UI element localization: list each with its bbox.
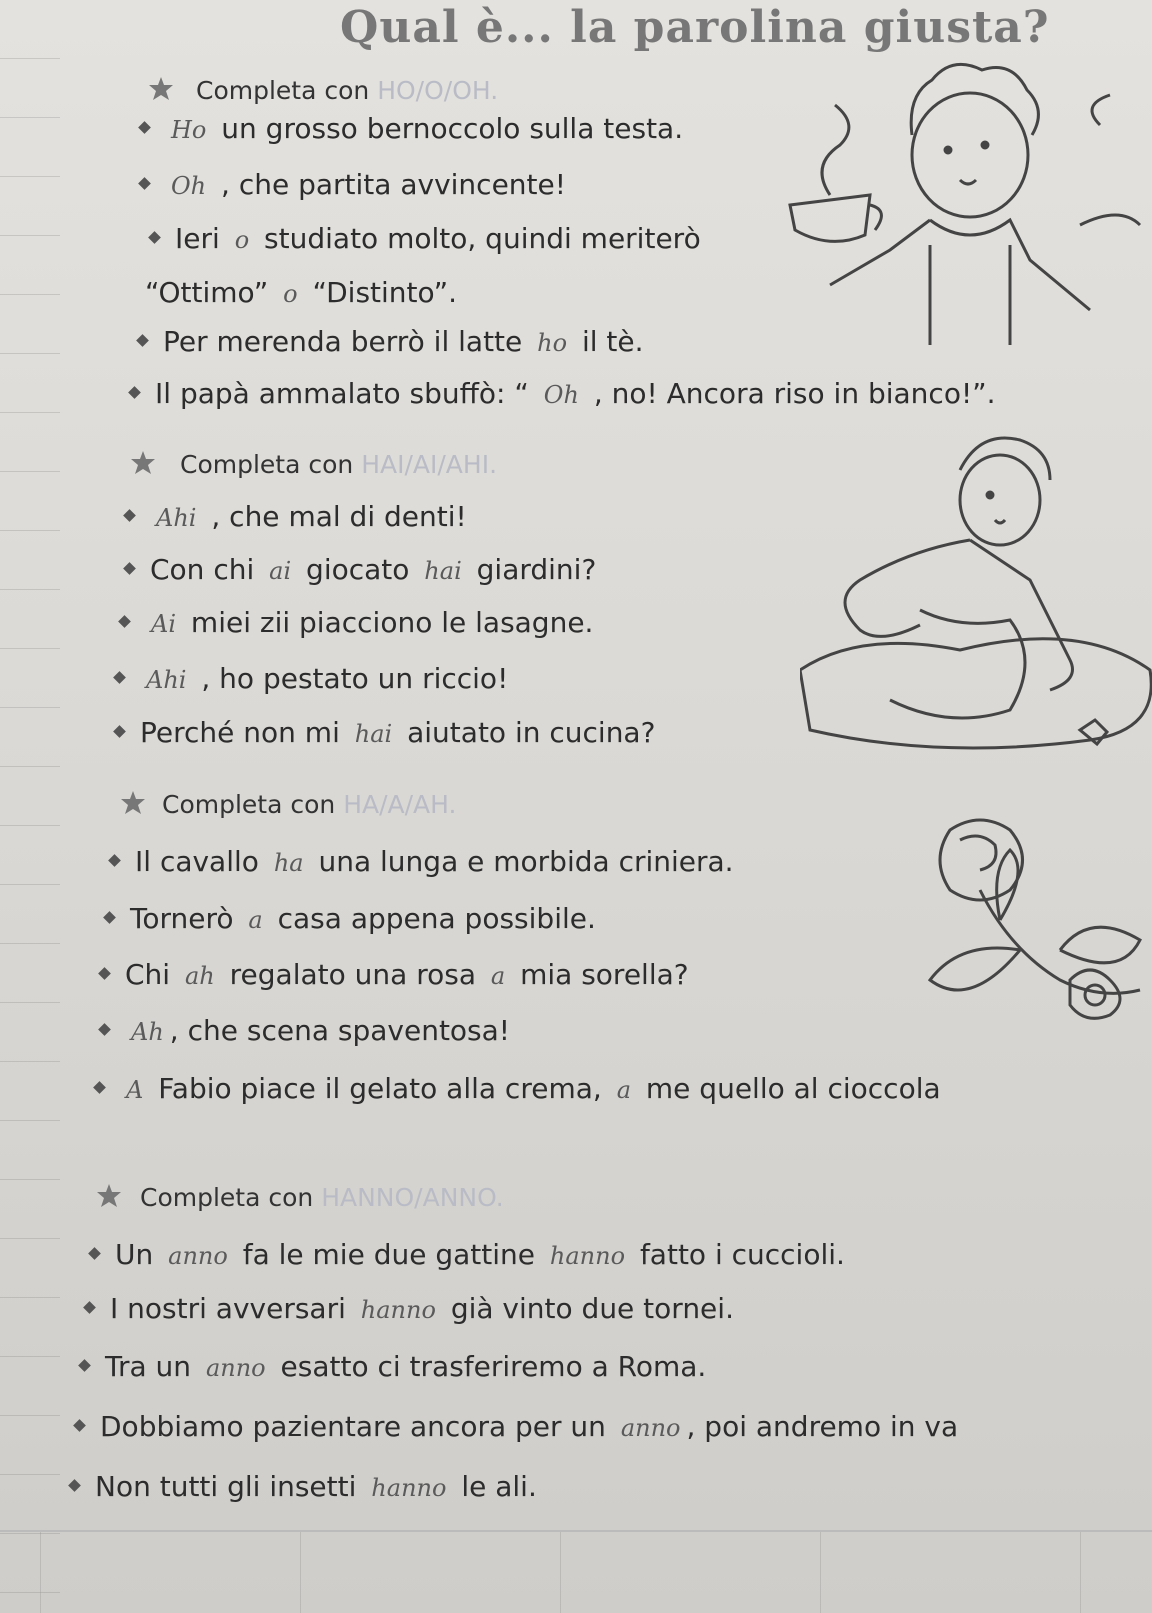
handwritten-answer[interactable]: hai [354, 720, 393, 748]
handwritten-answer[interactable]: Ahi [146, 666, 187, 694]
diamond-bullet-icon [138, 177, 151, 190]
exercise-line: Non tutti gli insetti hanno le ali. [70, 1470, 537, 1503]
handwritten-answer[interactable]: anno [205, 1354, 266, 1382]
diamond-bullet-icon [83, 1301, 96, 1314]
handwritten-answer[interactable]: o [234, 226, 250, 254]
exercise-line: Dobbiamo pazientare ancora per un anno , poi andremo in va [75, 1410, 958, 1443]
section-star-icon [96, 1183, 122, 1209]
section-star-icon [120, 790, 146, 816]
diamond-bullet-icon [68, 1479, 81, 1492]
diamond-bullet-icon [103, 911, 116, 924]
diamond-bullet-icon [113, 725, 126, 738]
handwritten-answer[interactable]: anno [620, 1414, 681, 1442]
handwritten-answer[interactable]: Ai [151, 610, 177, 638]
handwritten-answer[interactable]: hanno [549, 1242, 626, 1270]
exercise-line: Ho un grosso bernoccolo sulla testa. [140, 112, 683, 145]
diamond-bullet-icon [123, 509, 136, 522]
section-2-heading [180, 450, 497, 479]
exercise-line: Per merenda berrò il latte ho il tè. [138, 325, 644, 358]
handwritten-answer[interactable]: Ahi [156, 504, 197, 532]
section-3-prefix: Completa con [162, 790, 344, 819]
page-title: Qual è... la parolina giusta? [340, 2, 1050, 53]
section-1-options: HO/O/OH. [377, 76, 499, 105]
handwritten-answer[interactable]: ho [537, 329, 568, 357]
diamond-bullet-icon [98, 967, 111, 980]
handwritten-answer[interactable]: a [490, 962, 506, 990]
section-1-heading [196, 76, 498, 105]
section-1-prefix: Completa con [196, 76, 378, 105]
rose-flower-illustration [890, 810, 1152, 1050]
exercise-line: “Ottimo” o “Distinto”. [145, 276, 458, 309]
diamond-bullet-icon [148, 231, 161, 244]
section-4-options: HANNO/ANNO. [321, 1183, 504, 1212]
exercise-line: Ahi , ho pestato un riccio! [115, 662, 508, 695]
section-star-icon [148, 76, 174, 102]
section-2-options: HAI/AI/AHI. [361, 450, 498, 479]
section-2-prefix: Completa con [180, 450, 362, 479]
diamond-bullet-icon [98, 1023, 111, 1036]
exercise-line: A Fabio piace il gelato alla crema, a me quello al cioccola [95, 1072, 941, 1105]
exercise-line: Perché non mi hai aiutato in cucina? [115, 716, 655, 749]
diamond-bullet-icon [108, 854, 121, 867]
handwritten-answer[interactable]: a [248, 906, 263, 934]
section-star-icon [130, 450, 156, 476]
diamond-bullet-icon [73, 1419, 86, 1432]
exercise-line: Il cavallo ha una lunga e morbida criniera. [110, 845, 734, 878]
section-4-heading [140, 1183, 504, 1212]
handwritten-answer[interactable]: anno [168, 1242, 228, 1270]
section-3-options: HA/A/AH. [343, 790, 457, 819]
diamond-bullet-icon [113, 671, 126, 684]
section-3-heading [162, 790, 456, 819]
exercise-line: Ah , che scena spaventosa! [100, 1014, 510, 1047]
diamond-bullet-icon [138, 121, 151, 134]
exercise-line: Ahi , che mal di denti! [125, 500, 467, 533]
diamond-bullet-icon [93, 1081, 106, 1094]
exercise-line: Il papà ammalato sbuffò: “ Oh , no! Ancora riso in bianco!”. [130, 377, 996, 410]
child-hurting-foot-on-rock-illustration [800, 410, 1152, 760]
notebook-lines [0, 1530, 1152, 1613]
handwritten-answer[interactable]: hanno [371, 1474, 447, 1502]
exercise-line: Ieri o studiato molto, quindi meriterò [150, 222, 701, 255]
diamond-bullet-icon [123, 562, 136, 575]
exercise-line: Tornerò a casa appena possibile. [105, 902, 596, 935]
exercise-line: Chi ah regalato una rosa a mia sorella? [100, 958, 689, 991]
page-margin-lines [0, 0, 60, 1613]
handwritten-answer[interactable]: Oh [171, 172, 207, 200]
diamond-bullet-icon [78, 1359, 91, 1372]
exercise-line: Con chi ai giocato hai giardini? [125, 553, 596, 586]
handwritten-answer[interactable]: Ho [171, 116, 207, 144]
handwritten-answer[interactable]: Ah [131, 1018, 164, 1046]
handwritten-answer[interactable]: a [616, 1076, 631, 1104]
diamond-bullet-icon [128, 386, 141, 399]
handwritten-answer[interactable]: A [126, 1076, 144, 1104]
boy-with-tea-cup-illustration [780, 45, 1152, 345]
handwritten-answer[interactable]: hanno [360, 1296, 436, 1324]
diamond-bullet-icon [136, 334, 149, 347]
handwritten-answer[interactable]: Oh [543, 381, 579, 409]
handwritten-answer[interactable]: ah [184, 962, 215, 990]
exercise-line: Oh , che partita avvincente! [140, 168, 566, 201]
handwritten-answer[interactable]: ai [269, 557, 292, 585]
handwritten-answer[interactable]: hai [424, 557, 462, 585]
diamond-bullet-icon [118, 615, 131, 628]
handwritten-answer[interactable]: o [283, 280, 298, 308]
diamond-bullet-icon [88, 1247, 101, 1260]
exercise-line: I nostri avversari hanno già vinto due tornei. [85, 1292, 734, 1325]
exercise-line: Ai miei zii piacciono le lasagne. [120, 606, 593, 639]
section-4-prefix: Completa con [140, 1183, 322, 1212]
exercise-line: Un anno fa le mie due gattine hanno fatto i cuccioli. [90, 1238, 845, 1271]
handwritten-answer[interactable]: ha [273, 849, 304, 877]
exercise-line: Tra un anno esatto ci trasferiremo a Roma. [80, 1350, 706, 1383]
